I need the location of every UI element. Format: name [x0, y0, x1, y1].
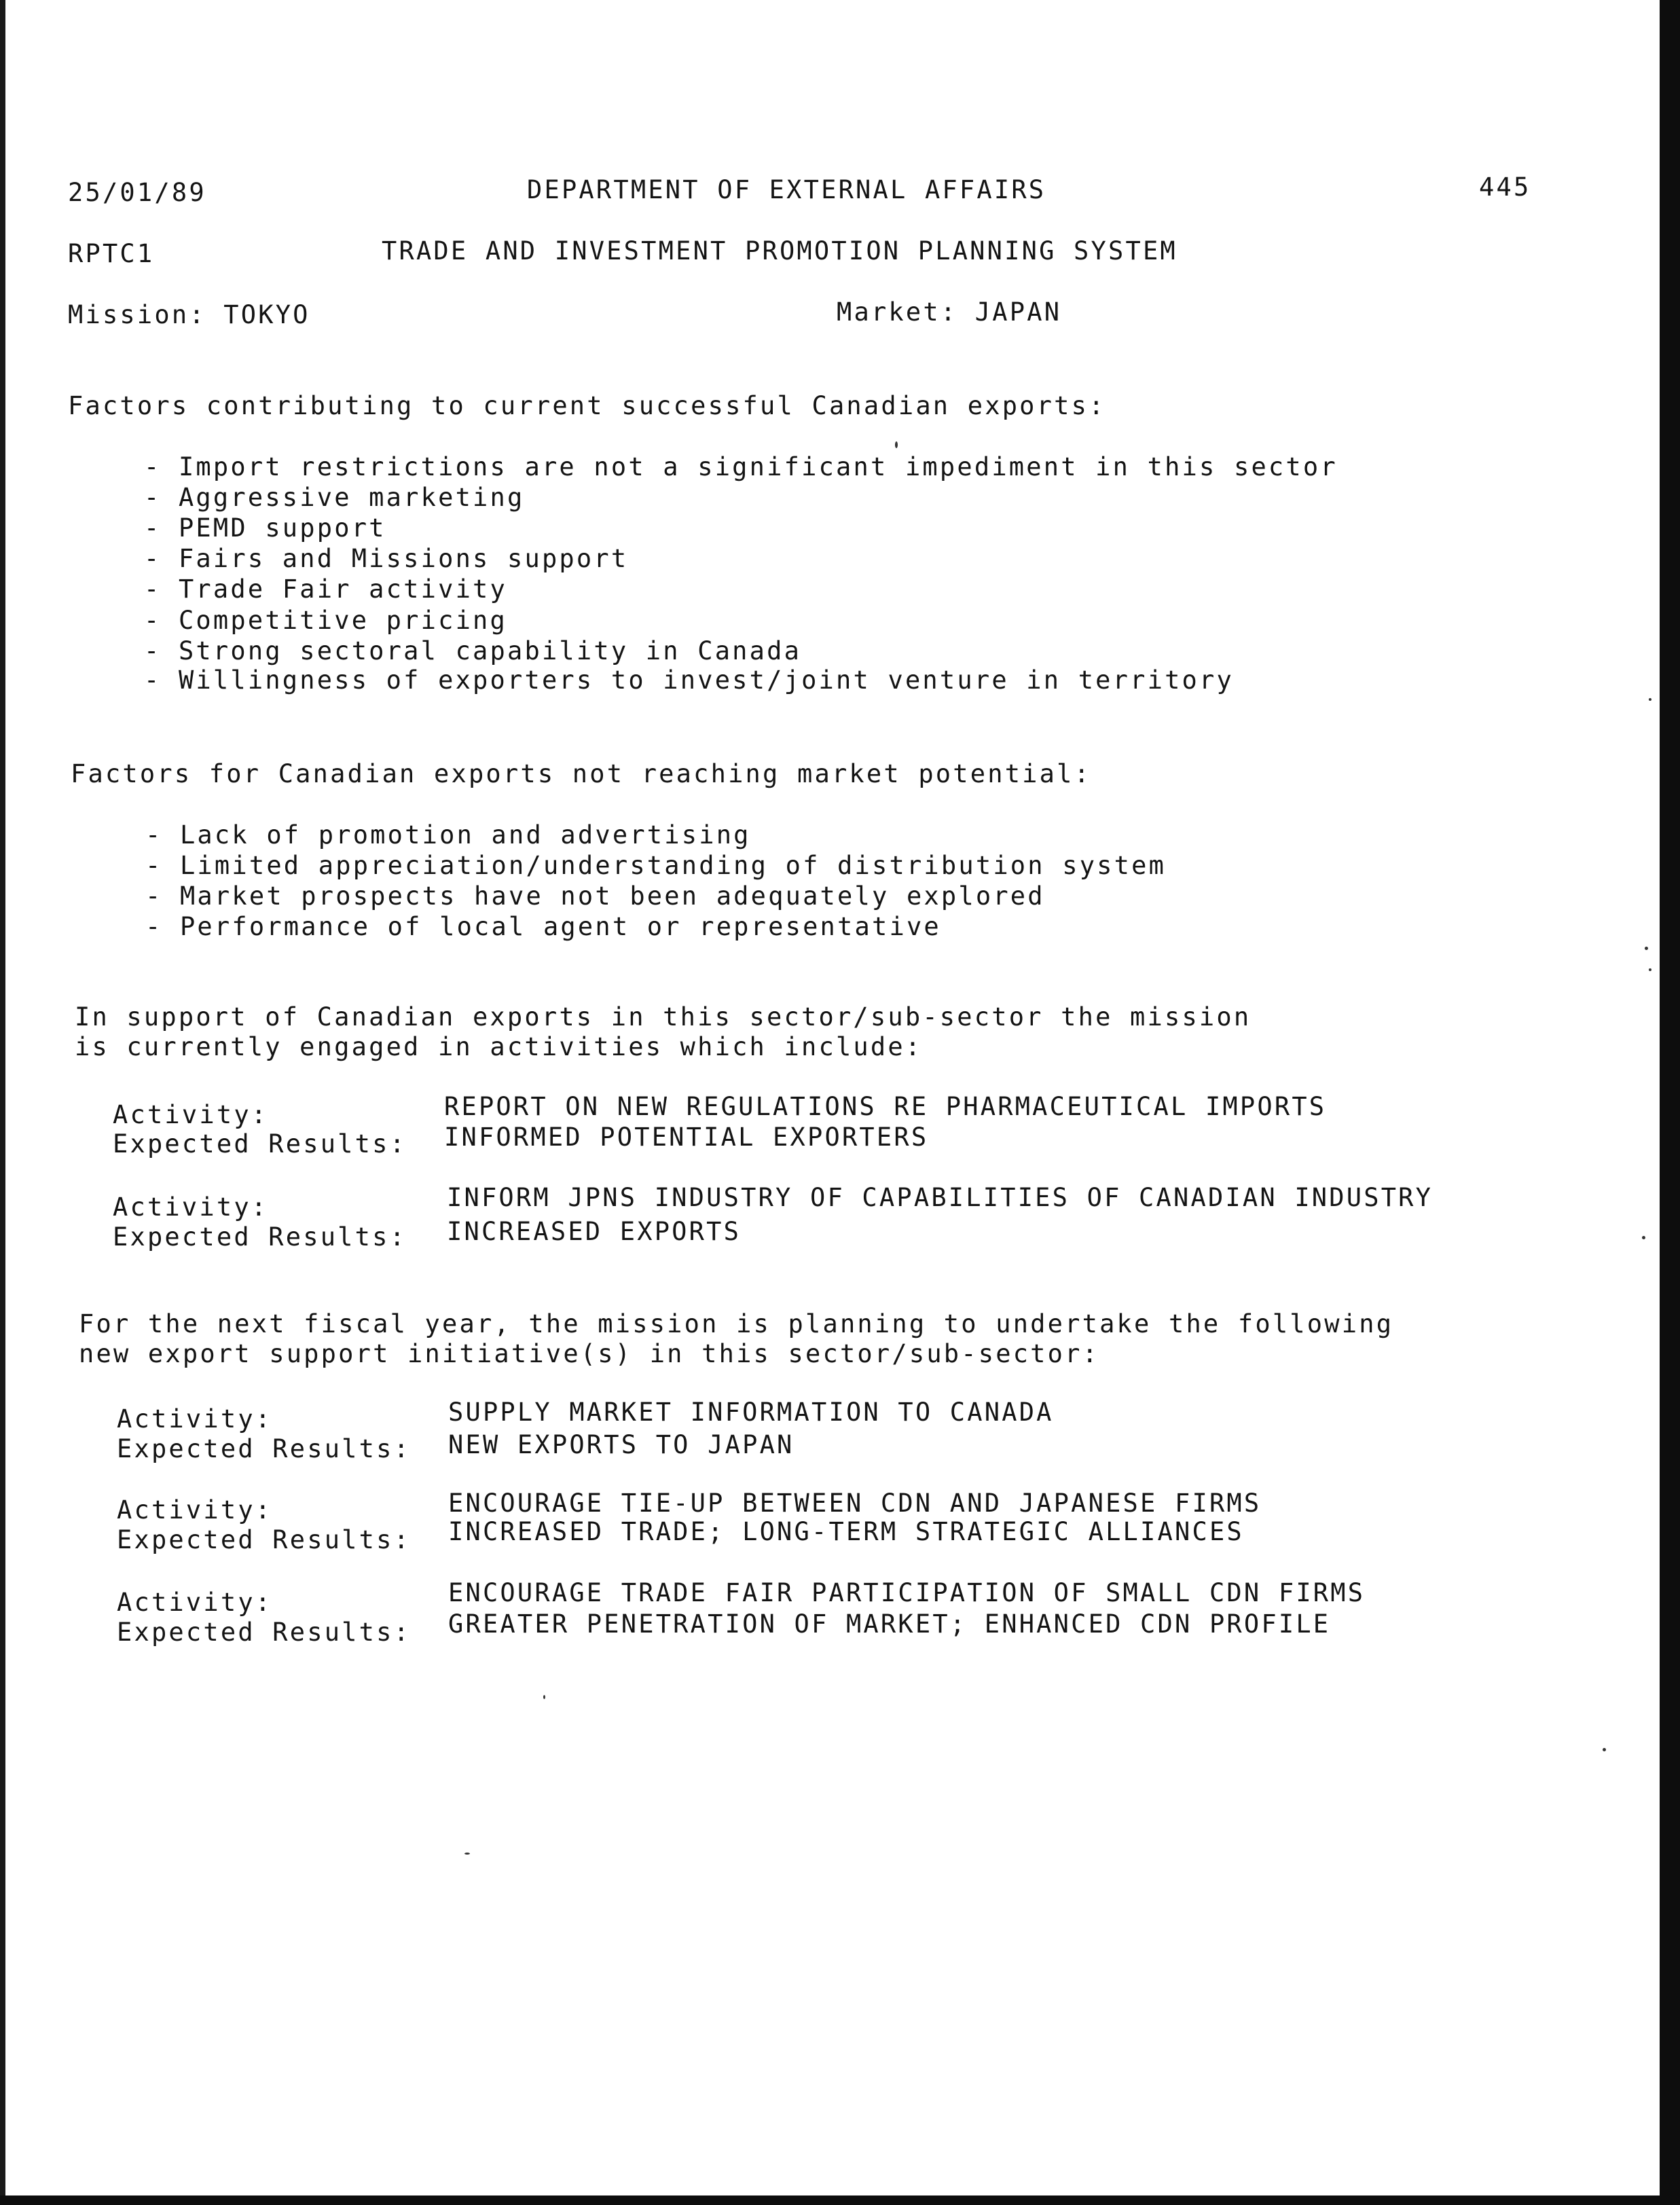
activity-value: REPORT ON NEW REGULATIONS RE PHARMACEUTICAL IMPORTS: [444, 1092, 1327, 1121]
list-item: - PEMD support: [144, 513, 386, 543]
results-value: NEW EXPORTS TO JAPAN: [448, 1430, 795, 1459]
list-item: - Competitive pricing: [144, 606, 507, 635]
list-item: - Market prospects have not been adequately explored: [145, 881, 1045, 911]
scan-speck: [895, 441, 898, 448]
planned-initiatives-intro: new export support initiative(s) in this sector/sub-sector:: [79, 1339, 1100, 1368]
page-number: 445: [1479, 172, 1531, 202]
scan-speck: [1649, 968, 1651, 971]
list-item: - Trade Fair activity: [144, 575, 507, 604]
list-item: - Fairs and Missions support: [144, 544, 629, 573]
activity-label: Activity:: [117, 1588, 273, 1617]
list-item: - Import restrictions are not a significant impediment in this sector: [144, 452, 1338, 481]
results-label: Expected Results:: [117, 1434, 412, 1463]
list-item: - Lack of promotion and advertising: [145, 820, 751, 850]
activity-label: Activity:: [117, 1404, 273, 1434]
report-date: 25/01/89: [68, 178, 206, 207]
scan-speck: [1645, 947, 1648, 950]
current-activities-intro: is currently engaged in activities which include:: [75, 1032, 923, 1061]
scan-speck: [1649, 698, 1651, 701]
activity-value: ENCOURAGE TIE-UP BETWEEN CDN AND JAPANESE FIRMS: [448, 1489, 1262, 1518]
report-code: RPTC1: [68, 239, 155, 268]
list-item: - Limited appreciation/understanding of distribution system: [145, 851, 1167, 880]
scan-edge-left: [0, 0, 5, 2205]
results-label: Expected Results:: [117, 1525, 412, 1554]
list-item: - Performance of local agent or representative: [145, 912, 941, 941]
list-item: - Aggressive marketing: [144, 483, 525, 512]
scan-speck: [1642, 1236, 1645, 1239]
activity-label: Activity:: [113, 1100, 269, 1129]
list-item: - Strong sectoral capability in Canada: [144, 636, 802, 666]
scan-speck: [464, 1853, 470, 1855]
results-label: Expected Results:: [113, 1222, 407, 1252]
results-label: Expected Results:: [113, 1129, 407, 1159]
scan-speck: [1603, 1748, 1606, 1751]
results-label: Expected Results:: [117, 1618, 412, 1647]
scan-edge-right: [1660, 0, 1680, 2205]
activity-label: Activity:: [113, 1192, 269, 1222]
success-factors-heading: Factors contributing to current successful Canadian exports:: [68, 391, 1106, 420]
activity-value: SUPPLY MARKET INFORMATION TO CANADA: [448, 1398, 1054, 1427]
scan-speck: [543, 1695, 545, 1699]
list-item: - Willingness of exporters to invest/joint venture in territory: [144, 666, 1234, 695]
activity-value: ENCOURAGE TRADE FAIR PARTICIPATION OF SMALL CDN FIRMS: [448, 1578, 1366, 1607]
results-value: GREATER PENETRATION OF MARKET; ENHANCED CDN PROFILE: [448, 1609, 1331, 1639]
current-activities-intro: In support of Canadian exports in this sector/sub-sector the mission: [75, 1002, 1252, 1032]
results-value: INCREASED EXPORTS: [447, 1217, 742, 1246]
activity-label: Activity:: [117, 1495, 273, 1525]
activity-value: INFORM JPNS INDUSTRY OF CAPABILITIES OF CANADIAN INDUSTRY: [447, 1183, 1434, 1212]
scan-edge-bottom: [0, 2195, 1680, 2205]
system-title: TRADE AND INVESTMENT PROMOTION PLANNING SYSTEM: [382, 236, 1177, 266]
planned-initiatives-intro: For the next fiscal year, the mission is planning to undertake the following: [79, 1309, 1394, 1338]
market-field: Market: JAPAN: [837, 297, 1062, 327]
results-value: INCREASED TRADE; LONG-TERM STRATEGIC ALLIANCES: [448, 1517, 1244, 1546]
shortfall-factors-heading: Factors for Canadian exports not reaching market potential:: [71, 759, 1092, 788]
department-title: DEPARTMENT OF EXTERNAL AFFAIRS: [527, 175, 1046, 204]
mission-field: Mission: TOKYO: [68, 300, 310, 329]
results-value: INFORMED POTENTIAL EXPORTERS: [444, 1123, 929, 1152]
